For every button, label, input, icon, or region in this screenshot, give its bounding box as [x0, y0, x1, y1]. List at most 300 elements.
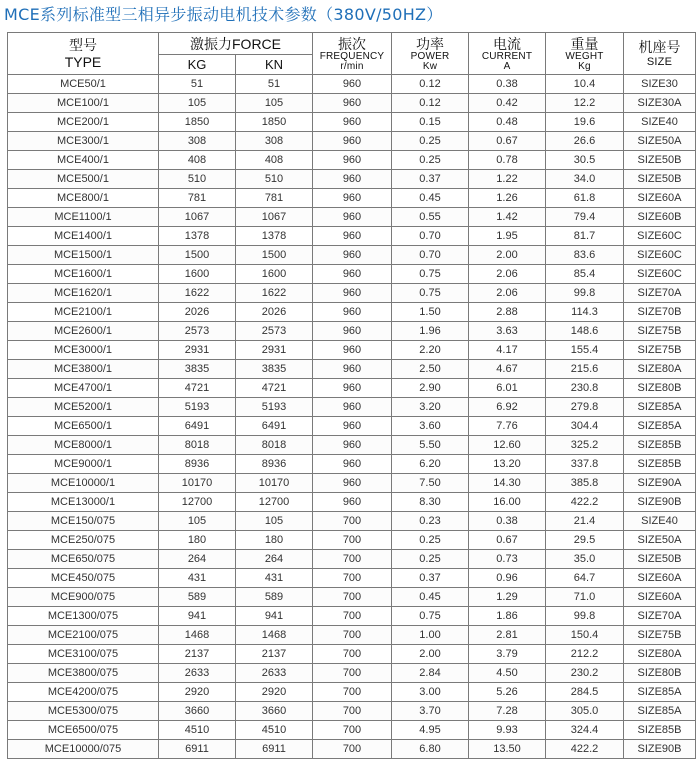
header-current-zh: 电流	[493, 35, 521, 52]
table-row	[8, 721, 696, 740]
cell-force-kg: 105	[159, 94, 236, 113]
cell-power: 3.00	[392, 683, 469, 702]
cell-size: SIZE30	[624, 75, 696, 94]
header-power-zh: 功率	[416, 35, 444, 52]
cell-current: 0.38	[469, 512, 546, 531]
cell-frequency: 960	[313, 189, 392, 208]
cell-model: MCE1100/1	[8, 208, 159, 227]
cell-model: MCE6500/1	[8, 417, 159, 436]
cell-frequency: 700	[313, 512, 392, 531]
cell-model: MCE100/1	[8, 94, 159, 113]
cell-size: SIZE40	[624, 113, 696, 132]
cell-frequency: 960	[313, 341, 392, 360]
cell-model: MCE200/1	[8, 113, 159, 132]
cell-model: MCE9000/1	[8, 455, 159, 474]
header-weight-en: WEGHT	[565, 50, 604, 62]
cell-force-kg: 1468	[159, 626, 236, 645]
cell-force-kg: 781	[159, 189, 236, 208]
cell-force-kn: 6911	[236, 740, 313, 759]
cell-force-kn: 8018	[236, 436, 313, 455]
table-row	[8, 379, 696, 398]
cell-force-kn: 105	[236, 94, 313, 113]
table-body	[8, 75, 696, 759]
cell-power: 3.20	[392, 398, 469, 417]
cell-force-kg: 8018	[159, 436, 236, 455]
cell-model: MCE10000/075	[8, 740, 159, 759]
cell-size: SIZE40	[624, 512, 696, 531]
cell-size: SIZE60A	[624, 569, 696, 588]
cell-force-kg: 2920	[159, 683, 236, 702]
cell-current: 14.30	[469, 474, 546, 493]
cell-force-kg: 264	[159, 550, 236, 569]
cell-frequency: 960	[313, 170, 392, 189]
cell-weight: 29.5	[546, 531, 624, 550]
cell-force-kg: 510	[159, 170, 236, 189]
cell-power: 1.50	[392, 303, 469, 322]
cell-size: SIZE85B	[624, 721, 696, 740]
cell-frequency: 960	[313, 113, 392, 132]
cell-frequency: 960	[313, 227, 392, 246]
cell-weight: 81.7	[546, 227, 624, 246]
table-row	[8, 113, 696, 132]
cell-size: SIZE50A	[624, 531, 696, 550]
cell-force-kg: 431	[159, 569, 236, 588]
cell-force-kn: 589	[236, 588, 313, 607]
table-row	[8, 417, 696, 436]
table-row	[8, 94, 696, 113]
cell-weight: 212.2	[546, 645, 624, 664]
cell-frequency: 700	[313, 721, 392, 740]
cell-force-kg: 2931	[159, 341, 236, 360]
cell-size: SIZE60B	[624, 208, 696, 227]
cell-weight: 215.6	[546, 360, 624, 379]
table-row	[8, 170, 696, 189]
cell-force-kg: 3835	[159, 360, 236, 379]
cell-current: 6.01	[469, 379, 546, 398]
cell-power: 0.25	[392, 151, 469, 170]
cell-power: 0.37	[392, 569, 469, 588]
cell-model: MCE4700/1	[8, 379, 159, 398]
cell-force-kn: 1067	[236, 208, 313, 227]
cell-weight: 114.3	[546, 303, 624, 322]
cell-weight: 385.8	[546, 474, 624, 493]
table-row	[8, 493, 696, 512]
header-size	[624, 33, 696, 75]
cell-frequency: 960	[313, 360, 392, 379]
table-row	[8, 341, 696, 360]
header-current-en: CURRENT	[481, 50, 533, 62]
cell-current: 1.26	[469, 189, 546, 208]
header-power	[392, 33, 469, 75]
cell-power: 2.20	[392, 341, 469, 360]
cell-power: 0.70	[392, 227, 469, 246]
cell-current: 5.26	[469, 683, 546, 702]
cell-frequency: 960	[313, 246, 392, 265]
cell-force-kn: 51	[236, 75, 313, 94]
table-row	[8, 75, 696, 94]
cell-size: SIZE85A	[624, 417, 696, 436]
cell-model: MCE13000/1	[8, 493, 159, 512]
cell-size: SIZE80B	[624, 664, 696, 683]
cell-force-kg: 10170	[159, 474, 236, 493]
cell-weight: 71.0	[546, 588, 624, 607]
cell-size: SIZE50B	[624, 151, 696, 170]
table-row	[8, 740, 696, 759]
cell-power: 0.45	[392, 189, 469, 208]
cell-force-kn: 2026	[236, 303, 313, 322]
cell-power: 6.20	[392, 455, 469, 474]
table-row	[8, 645, 696, 664]
cell-weight: 150.4	[546, 626, 624, 645]
cell-model: MCE3000/1	[8, 341, 159, 360]
cell-weight: 79.4	[546, 208, 624, 227]
cell-current: 4.67	[469, 360, 546, 379]
cell-frequency: 700	[313, 702, 392, 721]
cell-frequency: 700	[313, 664, 392, 683]
header-weight-unit: Kg	[578, 60, 591, 72]
cell-force-kg: 4721	[159, 379, 236, 398]
cell-model: MCE3100/075	[8, 645, 159, 664]
cell-size: SIZE50B	[624, 550, 696, 569]
cell-model: MCE1620/1	[8, 284, 159, 303]
cell-force-kn: 8936	[236, 455, 313, 474]
cell-force-kn: 1468	[236, 626, 313, 645]
cell-model: MCE4200/075	[8, 683, 159, 702]
table-row	[8, 265, 696, 284]
table-row	[8, 322, 696, 341]
cell-current: 2.88	[469, 303, 546, 322]
header-size-en: SIZE	[646, 55, 673, 68]
cell-current: 1.29	[469, 588, 546, 607]
cell-weight: 324.4	[546, 721, 624, 740]
cell-weight: 61.8	[546, 189, 624, 208]
cell-size: SIZE70A	[624, 607, 696, 626]
cell-power: 0.12	[392, 94, 469, 113]
cell-size: SIZE30A	[624, 94, 696, 113]
cell-force-kg: 180	[159, 531, 236, 550]
cell-model: MCE1300/075	[8, 607, 159, 626]
cell-force-kn: 180	[236, 531, 313, 550]
cell-size: SIZE70B	[624, 303, 696, 322]
cell-force-kn: 2137	[236, 645, 313, 664]
table-row	[8, 588, 696, 607]
cell-weight: 64.7	[546, 569, 624, 588]
cell-current: 3.63	[469, 322, 546, 341]
cell-force-kg: 308	[159, 132, 236, 151]
cell-model: MCE650/075	[8, 550, 159, 569]
cell-current: 0.48	[469, 113, 546, 132]
cell-force-kn: 264	[236, 550, 313, 569]
cell-force-kg: 1067	[159, 208, 236, 227]
cell-size: SIZE85B	[624, 455, 696, 474]
cell-size: SIZE75B	[624, 322, 696, 341]
cell-force-kn: 6491	[236, 417, 313, 436]
header-frequency-en: FREQUENCY	[319, 50, 385, 62]
cell-weight: 26.6	[546, 132, 624, 151]
cell-weight: 422.2	[546, 493, 624, 512]
cell-force-kn: 1850	[236, 113, 313, 132]
cell-current: 13.20	[469, 455, 546, 474]
cell-frequency: 960	[313, 151, 392, 170]
cell-size: SIZE80A	[624, 645, 696, 664]
header-power-en: POWER	[410, 50, 450, 62]
header-force-kg: KG	[159, 55, 236, 75]
cell-size: SIZE75B	[624, 626, 696, 645]
cell-force-kg: 51	[159, 75, 236, 94]
cell-size: SIZE80B	[624, 379, 696, 398]
cell-current: 1.86	[469, 607, 546, 626]
cell-current: 12.60	[469, 436, 546, 455]
cell-weight: 305.0	[546, 702, 624, 721]
cell-current: 2.00	[469, 246, 546, 265]
cell-force-kg: 6491	[159, 417, 236, 436]
cell-force-kn: 408	[236, 151, 313, 170]
cell-current: 2.81	[469, 626, 546, 645]
spec-table	[7, 32, 696, 759]
cell-force-kn: 3660	[236, 702, 313, 721]
cell-force-kn: 12700	[236, 493, 313, 512]
cell-weight: 230.2	[546, 664, 624, 683]
cell-current: 0.67	[469, 531, 546, 550]
cell-force-kn: 1600	[236, 265, 313, 284]
cell-force-kn: 105	[236, 512, 313, 531]
cell-power: 7.50	[392, 474, 469, 493]
table-row	[8, 360, 696, 379]
cell-model: MCE2100/1	[8, 303, 159, 322]
table-row	[8, 151, 696, 170]
cell-weight: 304.4	[546, 417, 624, 436]
cell-size: SIZE85B	[624, 436, 696, 455]
cell-power: 0.45	[392, 588, 469, 607]
header-frequency	[313, 33, 392, 75]
cell-force-kg: 3660	[159, 702, 236, 721]
cell-model: MCE3800/1	[8, 360, 159, 379]
cell-size: SIZE60C	[624, 265, 696, 284]
cell-frequency: 960	[313, 493, 392, 512]
cell-size: SIZE85A	[624, 398, 696, 417]
cell-force-kg: 6911	[159, 740, 236, 759]
cell-force-kg: 12700	[159, 493, 236, 512]
cell-force-kn: 1378	[236, 227, 313, 246]
cell-current: 1.22	[469, 170, 546, 189]
cell-weight: 21.4	[546, 512, 624, 531]
cell-power: 0.25	[392, 132, 469, 151]
cell-force-kn: 941	[236, 607, 313, 626]
cell-force-kn: 10170	[236, 474, 313, 493]
cell-force-kn: 5193	[236, 398, 313, 417]
cell-frequency: 960	[313, 208, 392, 227]
cell-power: 8.30	[392, 493, 469, 512]
cell-current: 13.50	[469, 740, 546, 759]
cell-power: 2.50	[392, 360, 469, 379]
cell-force-kn: 1622	[236, 284, 313, 303]
table-row	[8, 683, 696, 702]
cell-current: 7.28	[469, 702, 546, 721]
table-row	[8, 607, 696, 626]
cell-force-kn: 2573	[236, 322, 313, 341]
cell-force-kg: 589	[159, 588, 236, 607]
cell-weight: 279.8	[546, 398, 624, 417]
cell-power: 1.96	[392, 322, 469, 341]
cell-weight: 83.6	[546, 246, 624, 265]
cell-frequency: 700	[313, 588, 392, 607]
cell-frequency: 700	[313, 569, 392, 588]
table-row	[8, 626, 696, 645]
table-row	[8, 132, 696, 151]
cell-weight: 34.0	[546, 170, 624, 189]
header-current	[469, 33, 546, 75]
cell-weight: 99.8	[546, 607, 624, 626]
cell-model: MCE500/1	[8, 170, 159, 189]
cell-frequency: 960	[313, 436, 392, 455]
cell-weight: 85.4	[546, 265, 624, 284]
table-row	[8, 227, 696, 246]
cell-power: 0.25	[392, 531, 469, 550]
table-row	[8, 398, 696, 417]
header-type-zh: 型号	[69, 36, 97, 53]
cell-force-kn: 2920	[236, 683, 313, 702]
table-row	[8, 303, 696, 322]
cell-weight: 325.2	[546, 436, 624, 455]
table-row	[8, 550, 696, 569]
cell-model: MCE800/1	[8, 189, 159, 208]
cell-power: 5.50	[392, 436, 469, 455]
cell-current: 7.76	[469, 417, 546, 436]
cell-size: SIZE90B	[624, 493, 696, 512]
cell-force-kg: 8936	[159, 455, 236, 474]
cell-force-kn: 1500	[236, 246, 313, 265]
cell-model: MCE450/075	[8, 569, 159, 588]
cell-power: 0.75	[392, 265, 469, 284]
cell-force-kg: 4510	[159, 721, 236, 740]
header-type	[8, 33, 159, 75]
table-row	[8, 474, 696, 493]
cell-frequency: 960	[313, 284, 392, 303]
cell-model: MCE2600/1	[8, 322, 159, 341]
cell-power: 2.84	[392, 664, 469, 683]
cell-force-kn: 431	[236, 569, 313, 588]
cell-model: MCE5300/075	[8, 702, 159, 721]
cell-frequency: 700	[313, 626, 392, 645]
cell-frequency: 960	[313, 94, 392, 113]
cell-size: SIZE90B	[624, 740, 696, 759]
cell-frequency: 700	[313, 740, 392, 759]
cell-power: 2.00	[392, 645, 469, 664]
cell-size: SIZE85A	[624, 702, 696, 721]
cell-frequency: 700	[313, 607, 392, 626]
cell-force-kg: 2137	[159, 645, 236, 664]
cell-force-kn: 4510	[236, 721, 313, 740]
header-power-unit: Kw	[422, 60, 438, 72]
cell-current: 16.00	[469, 493, 546, 512]
cell-frequency: 960	[313, 455, 392, 474]
cell-current: 4.17	[469, 341, 546, 360]
cell-power: 4.95	[392, 721, 469, 740]
cell-current: 6.92	[469, 398, 546, 417]
cell-model: MCE300/1	[8, 132, 159, 151]
cell-size: SIZE75B	[624, 341, 696, 360]
cell-force-kg: 408	[159, 151, 236, 170]
cell-power: 0.37	[392, 170, 469, 189]
cell-force-kn: 4721	[236, 379, 313, 398]
cell-weight: 148.6	[546, 322, 624, 341]
cell-current: 0.38	[469, 75, 546, 94]
cell-frequency: 700	[313, 683, 392, 702]
cell-current: 9.93	[469, 721, 546, 740]
cell-model: MCE150/075	[8, 512, 159, 531]
table-row	[8, 246, 696, 265]
cell-size: SIZE70A	[624, 284, 696, 303]
table-header	[8, 33, 696, 75]
cell-frequency: 960	[313, 474, 392, 493]
cell-power: 3.60	[392, 417, 469, 436]
cell-power: 0.55	[392, 208, 469, 227]
cell-force-kg: 1850	[159, 113, 236, 132]
cell-size: SIZE85A	[624, 683, 696, 702]
header-current-unit: A	[503, 60, 511, 72]
cell-frequency: 960	[313, 75, 392, 94]
cell-current: 0.42	[469, 94, 546, 113]
cell-size: SIZE60A	[624, 588, 696, 607]
cell-power: 0.75	[392, 284, 469, 303]
cell-model: MCE400/1	[8, 151, 159, 170]
cell-power: 0.12	[392, 75, 469, 94]
cell-weight: 155.4	[546, 341, 624, 360]
cell-frequency: 960	[313, 379, 392, 398]
cell-power: 0.15	[392, 113, 469, 132]
cell-model: MCE3800/075	[8, 664, 159, 683]
table-row	[8, 664, 696, 683]
cell-force-kn: 781	[236, 189, 313, 208]
cell-frequency: 960	[313, 417, 392, 436]
cell-weight: 35.0	[546, 550, 624, 569]
cell-power: 1.00	[392, 626, 469, 645]
cell-force-kg: 2026	[159, 303, 236, 322]
cell-force-kn: 308	[236, 132, 313, 151]
cell-weight: 284.5	[546, 683, 624, 702]
cell-power: 6.80	[392, 740, 469, 759]
cell-model: MCE5200/1	[8, 398, 159, 417]
page-title: MCE系列标准型三相异步振动电机技术参数（380V/50HZ）	[4, 5, 443, 24]
cell-model: MCE2100/075	[8, 626, 159, 645]
header-frequency-unit: r/min	[340, 60, 364, 72]
cell-force-kn: 2633	[236, 664, 313, 683]
table-row	[8, 284, 696, 303]
table-row	[8, 455, 696, 474]
cell-current: 2.06	[469, 265, 546, 284]
table-row	[8, 208, 696, 227]
cell-weight: 10.4	[546, 75, 624, 94]
cell-power: 2.90	[392, 379, 469, 398]
cell-size: SIZE50B	[624, 170, 696, 189]
cell-force-kn: 3835	[236, 360, 313, 379]
cell-weight: 230.8	[546, 379, 624, 398]
cell-model: MCE6500/075	[8, 721, 159, 740]
cell-frequency: 960	[313, 132, 392, 151]
cell-power: 0.75	[392, 607, 469, 626]
cell-force-kg: 2633	[159, 664, 236, 683]
cell-current: 0.96	[469, 569, 546, 588]
cell-current: 3.79	[469, 645, 546, 664]
cell-size: SIZE90A	[624, 474, 696, 493]
cell-force-kg: 941	[159, 607, 236, 626]
cell-force-kg: 105	[159, 512, 236, 531]
cell-model: MCE1500/1	[8, 246, 159, 265]
cell-current: 0.67	[469, 132, 546, 151]
cell-current: 1.42	[469, 208, 546, 227]
cell-force-kg: 5193	[159, 398, 236, 417]
cell-current: 0.78	[469, 151, 546, 170]
